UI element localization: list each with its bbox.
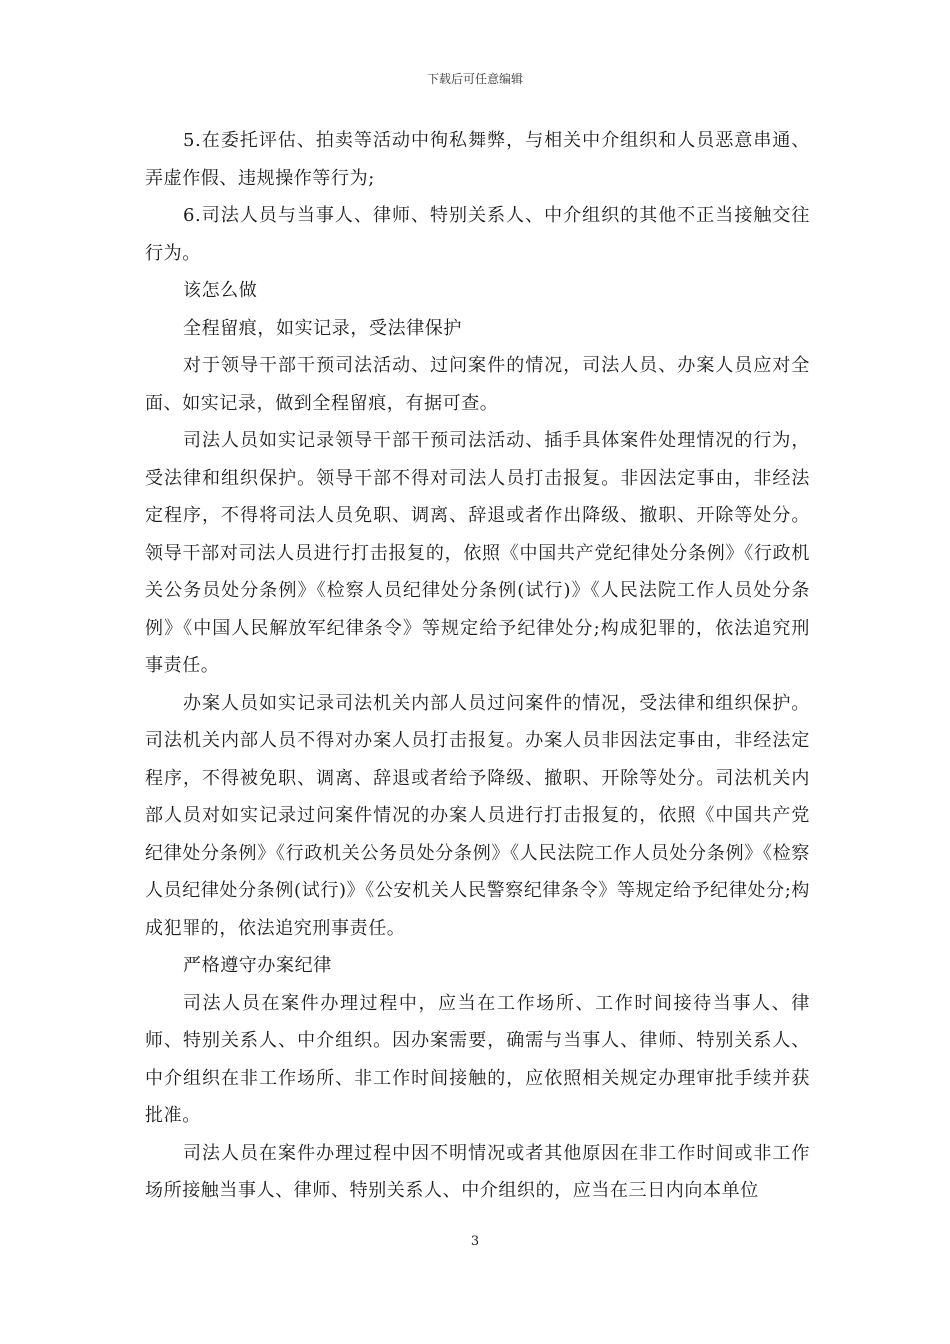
paragraph-contact-report: 司法人员在案件办理过程中因不明情况或者其他原因在非工作时间或非工作场所接触当事人、律师、特别关系人、中介组织的，应当在三日内向本单位: [145, 1142, 810, 1201]
subheading-record-keeping: 全程留痕，如实记录，受法律保护: [183, 317, 462, 339]
page-header: 下载后可任意编辑: [426, 72, 523, 86]
paragraph-record-intro: 对于领导干部干预司法活动、过问案件的情况，司法人员、办案人员应对全面、如实记录，做到全程留痕，有据可查。: [145, 355, 810, 414]
section-heading-what-to-do: 该怎么做: [183, 280, 258, 301]
document-body: [145, 122, 810, 1210]
page-number: 3: [470, 1234, 480, 1249]
paragraph-internal-protection: 办案人员如实记录司法机关内部人员过问案件的情况，受法律和组织保护。司法机关内部人员不得对办案人员打击报复。办案人员非因法定事由，非经法定程序，不得被免职、调离、辞退或者给予降级、撤职、开除等处分。司法机关内部人员对如实记录过问案件情况的办案人员进行打击报复的，依照《中国共产党纪律处分条例》《行政机关公务员处分条例》《人民法院工作人员处分条例》《检察人员纪律处分条例(试行)》《公安机关人民警察纪律条令》等规定给予纪律处分;构成犯罪的，依法追究刑事责任。: [145, 692, 810, 939]
paragraph-item-6: 6.司法人员与当事人、律师、特别关系人、中介组织的其他不正当接触交往行为。: [145, 205, 810, 264]
paragraph-reception-rules: 司法人员在案件办理过程中，应当在工作场所、工作时间接待当事人、律师、特别关系人、中介组织。因办案需要，确需与当事人、律师、特别关系人、中介组织在非工作场所、非工作时间接触的，应依照相关规定办理审批手续并获批准。: [145, 992, 810, 1126]
paragraph-item-5: 5.在委托评估、拍卖等活动中徇私舞弊，与相关中介组织和人员恶意串通、弄虚作假、违规操作等行为;: [145, 130, 810, 189]
subheading-discipline: 严格遵守办案纪律: [183, 955, 332, 976]
paragraph-judicial-protection: 司法人员如实记录领导干部干预司法活动、插手具体案件处理情况的行为，受法律和组织保护。领导干部不得对司法人员打击报复。非因法定事由，非经法定程序，不得将司法人员免职、调离、辞退或者作出降级、撤职、开除等处分。领导干部对司法人员进行打击报复的，依照《中国共产党纪律处分条例》《行政机关公务员处分条例》《检察人员纪律处分条例(试行)》《人民法院工作人员处分条例》《中国人民解放军纪律条令》等规定给予纪律处分;构成犯罪的，依法追究刑事责任。: [145, 430, 810, 676]
